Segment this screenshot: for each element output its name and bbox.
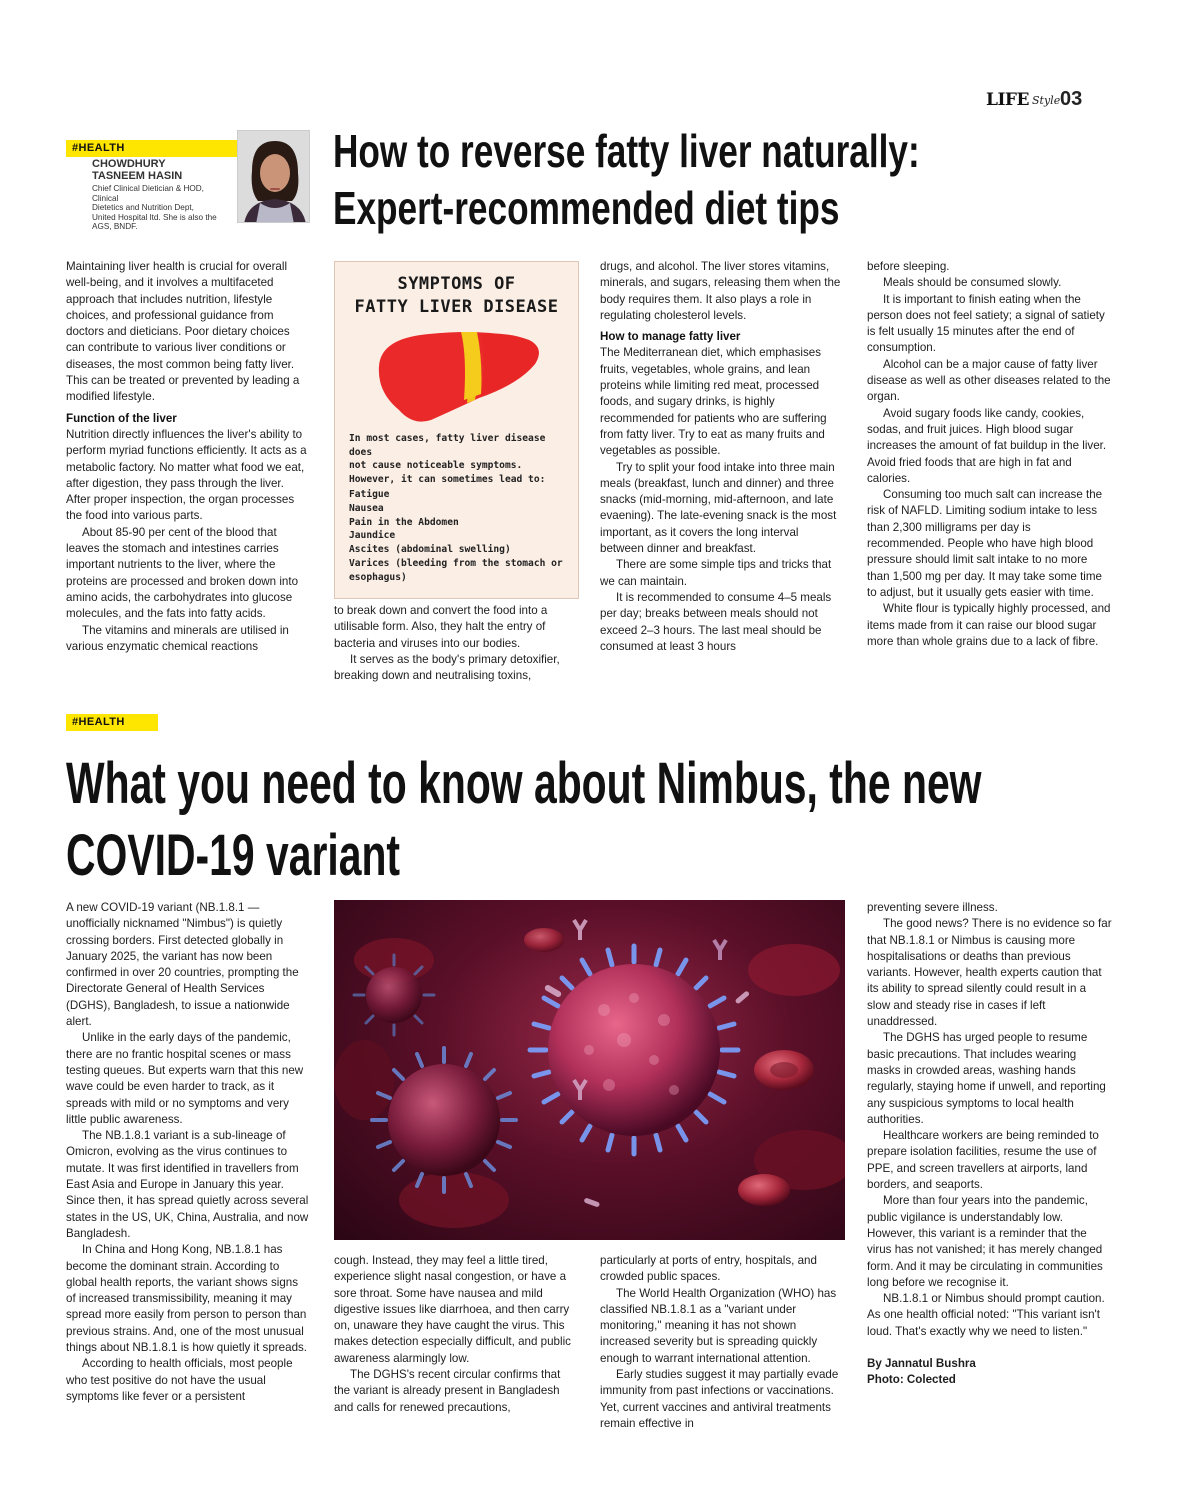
article2-column-3: particularly at ports of entry, hospitals, and crowded public spaces. The World Health Organization (WHO) has classified NB.1.8.1 as a "variant under monitoring," meaning it has not shown increased severity but is spreading quickly enough to warrant international attention. Early studies suggest it may partially evade immunity from past infections or vaccinations. Yet, current vaccines and antiviral treatments remain effective in (600, 1254, 839, 1430)
infographic-subtitle: FATTY LIVER DISEASE (354, 297, 559, 317)
article2-column-2: cough. Instead, they may feel a little tired, experience slight nasal congestion, or have a sore throat. Some have nausea and mild digestive issues like diarrhoea, and then carry on, unaware they have caught the virus. This makes detection especially difficult, and public awareness alarmingly low. The DGHS's recent circular confirms that the variant is already present in Bangladesh and calls for renewed precautions, (334, 1254, 571, 1414)
photo-credit: Photo: Colected (867, 1373, 956, 1387)
list-item: Varices (bleeding from the stomach or (349, 557, 563, 569)
article1-column-3: drugs, and alcohol. The liver stores vitamins, minerals, and sugars, releasing them when the body requires them. It also plays a role in regulating cholesterol levels. How to manage fatty liver The Mediterranean diet, which emphasises fruits, vegetables, whole grains, and lean proteins while limiting red meat, processed foods, and sugary drinks, is highly recommended for patients who are suffering from fatty liver. Try to eat as many fruits and vegetables as possible. Try to split your food intake into three main meals (breakfast, lunch and dinner) and three snacks (mid-morning, mid-afternoon, and late evaening). The late-evening snack is the most important, as it covers the long interval between dinner and breakfast. There are some simple tips and tricks that we can maintain. It is recommended to consume 4–5 meals per day; breaks between meals should not exceed 2–3 hours. The last meal should be consumed at least 3 hours (600, 260, 841, 653)
list-item: Pain in the Abdomen (349, 516, 459, 528)
article2-tag: #HEALTH (66, 714, 158, 731)
article2-headline: What you need to know about Nimbus, the new COVID-19 variant (66, 751, 982, 888)
page-number: 03 (1060, 88, 1083, 110)
masthead (986, 88, 1096, 114)
article1-column-4: before sleeping. Meals should be consumed slowly. It is important to finish eating when the person does not feel satiety; a signal of satiety is felt usually 15 minutes after the end of consumption. Alcohol can be a major cause of fatty liver disease as well as other diseases related to the organ. Avoid sugary foods like candy, cookies, sodas, and fruit juices. High blood sugar increases the amount of fat buildup in the liver. Avoid fried foods that are high in fat and calories. Consuming too much salt can increase the risk of NAFLD. Limiting sodium intake to less than 2,300 milligrams per day is recommended. People who have high blood pressure should limit salt intake to no more than 1,500 mg per day. It may take some time to adjust, but it usually gets easier with time. White flour is typically highly processed, and items made from it can raise our blood sugar more than whole grains due to a lack of fibre. (867, 260, 1111, 648)
liver-illustration (369, 326, 545, 426)
article2-column-4: preventing severe illness. The good news? There is no evidence so far that NB.1.8.1 or Nimbus is causing more hospitalisations or deaths than previous variants. However, health experts caution that its ability to spread silently could result in a slow and steady rise in cases if left unaddressed. The DGHS has urged people to resume basic precautions. That includes wearing masks in crowded areas, washing hands regularly, staying home if unwell, and reporting any suspicious symptoms to local health authorities. Healthcare workers are being reminded to prepare isolation facilities, resume the use of PPE, and screen travellers at airports, land borders, and seaports. More than four years into the pandemic, public vigilance is understandably low. However, this variant is a reminder that the virus has not vanished; it has merely changed form. And it may be circulating in communities long before we recognise it. NB.1.8.1 or Nimbus should prompt caution. As one health official noted: "This variant isn't loud. That's exactly why we need to listen." By Jannatul Bushra Photo: Colected (867, 900, 1112, 1389)
article1-column-1: Maintaining liver health is crucial for overall well-being, and it involves a multifaceted approach that includes nutrition, lifestyle choices, and professional guidance from doctors and dieticians. Poor dietary choices can contribute to various liver conditions or diseases, the most common being fatty liver. This can be treated or prevented by leading a modified lifestyle. Function of the liver Nutrition directly influences the liver's ability to perform myriad functions efficiently. It acts as a metabolic factory. No matter what food we eat, after digestion, they pass through the liver. After proper inspection, the organ processes the food into various parts. About 85-90 per cent of the blood that leaves the stomach and intestines carries important nutrients to the liver, where the proteins are processed and broken down into amino acids, the carbohydrates into glucose molecules, and the fats into fatty acids. The vitamins and minerals are utilised in various enzymatic chemical reactions (66, 260, 307, 653)
author-avatar (237, 130, 310, 223)
list-item: Fatigue (349, 489, 390, 500)
list-item: Ascites (abdominal swelling) (349, 544, 511, 556)
fatty-liver-infographic (334, 261, 579, 599)
author-name: CHOWDHURY TASNEEM HASIN (92, 158, 183, 182)
masthead-style: Style (1032, 94, 1061, 107)
list-item: Jaundice (349, 530, 396, 542)
symptom-list (349, 488, 571, 585)
article1-tag: #HEALTH (66, 140, 310, 157)
byline: By Jannatul Bushra (867, 1357, 976, 1371)
article1-column-2: to break down and convert the food into a utilisable form. Also, they halt the entry of bacteria and viruses into our bodies. It serves as the body's primary detoxifier, breaking down and neutralising toxins, (334, 604, 560, 683)
article2-column-1: A new COVID-19 variant (NB.1.8.1 — unofficially nicknamed "Nimbus") is quietly crossing borders. First detected globally in January 2025, the variant has now been confirmed in over 20 countries, prompting the Directorate General of Health Services (DGHS), Bangladesh, to issue a nationwide alert. Unlike in the early days of the pandemic, there are no frantic hospital scenes or mass testing queues. But experts warn that this new wave could be even harder to track, as it spreads with mild or no symptoms and very little public awareness. The NB.1.8.1 variant is a sub-lineage of Omicron, evolving as the virus continues to mutate. It was first identified in travellers from East Asia and Europe in January this year. Since then, it has spread quietly across several states in the US, UK, China, Australia, and now Bangladesh. In China and Hong Kong, NB.1.8.1 has become the dominant strain. According to global health reports, the variant shows signs of increased transmissibility, meaning it may spread more easily from person to person than previous strains. And, one of the most unusual things about NB.1.8.1 is how quietly it spreads. According to health officials, most people who test positive do not have the usual symptoms like fever or a persistent (66, 901, 309, 1403)
coronavirus-illustration (334, 900, 845, 1240)
infographic-title: SYMPTOMS OF (397, 274, 516, 294)
masthead-logo: LIFE (986, 90, 1029, 110)
article1-headline: How to reverse fatty liver naturally: Expert-recommended diet tips (333, 125, 920, 234)
infographic-intro: In most cases, fatty liver disease does not cause noticeable symptoms. However, it can sometimes lead to: (349, 433, 546, 485)
list-item: Nausea (349, 502, 384, 514)
list-item: esophagus) (349, 571, 407, 583)
author-bio: Chief Clinical Dietician & HOD, Clinical Dietetics and Nutrition Dept, United Hospital ltd. She is also the AGS, BNDF. (92, 184, 217, 232)
